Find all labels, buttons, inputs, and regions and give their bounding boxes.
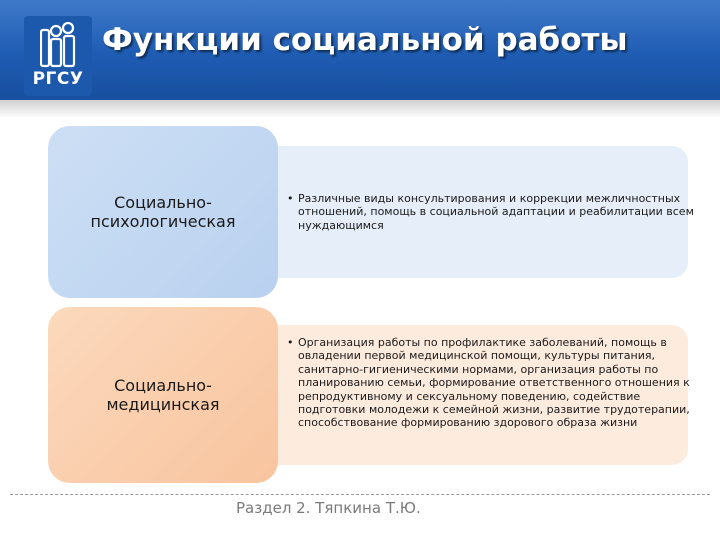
- description-list: [286, 192, 694, 232]
- description-item: • Организация работы по профилактике заболеваний, помощь в овладении первой медицинской помощи, культуры питания, санитарно-гигиеническими нормами, организация работы по планированию семьи, формирование ответственного отношения к репродуктивному и сексуальному поведению, содействие подготовки молодежи к семейной жизни, развитие трудотерапии, способствование формированию здорового образа жизни: [298, 336, 694, 430]
- logo-text: РГСУ: [32, 69, 84, 89]
- function-label-box: [48, 307, 278, 483]
- description-list: [286, 336, 694, 430]
- description-item: • Различные виды консультирования и коррекции межличностных отношений, помощь в социальной адаптации и реабилитации всем нуждающимся: [298, 192, 694, 232]
- function-description-box: [278, 325, 688, 465]
- function-description-box: [278, 146, 694, 278]
- function-label: Социально- медицинская: [106, 376, 220, 414]
- slide-title: Функции социальной работы: [102, 22, 628, 58]
- function-label-box: [48, 126, 278, 298]
- header-shadow: [0, 100, 720, 118]
- function-row-medical: [48, 307, 688, 483]
- function-label: Социально- психологическая: [90, 193, 236, 231]
- footer-text: Раздел 2. Тяпкина Т.Ю.: [236, 499, 421, 517]
- people-logo-icon: [40, 22, 76, 68]
- rgsu-logo: [24, 16, 92, 96]
- footer-divider: [10, 494, 710, 495]
- function-row-psychological: [48, 126, 694, 298]
- header-bar: [0, 0, 720, 100]
